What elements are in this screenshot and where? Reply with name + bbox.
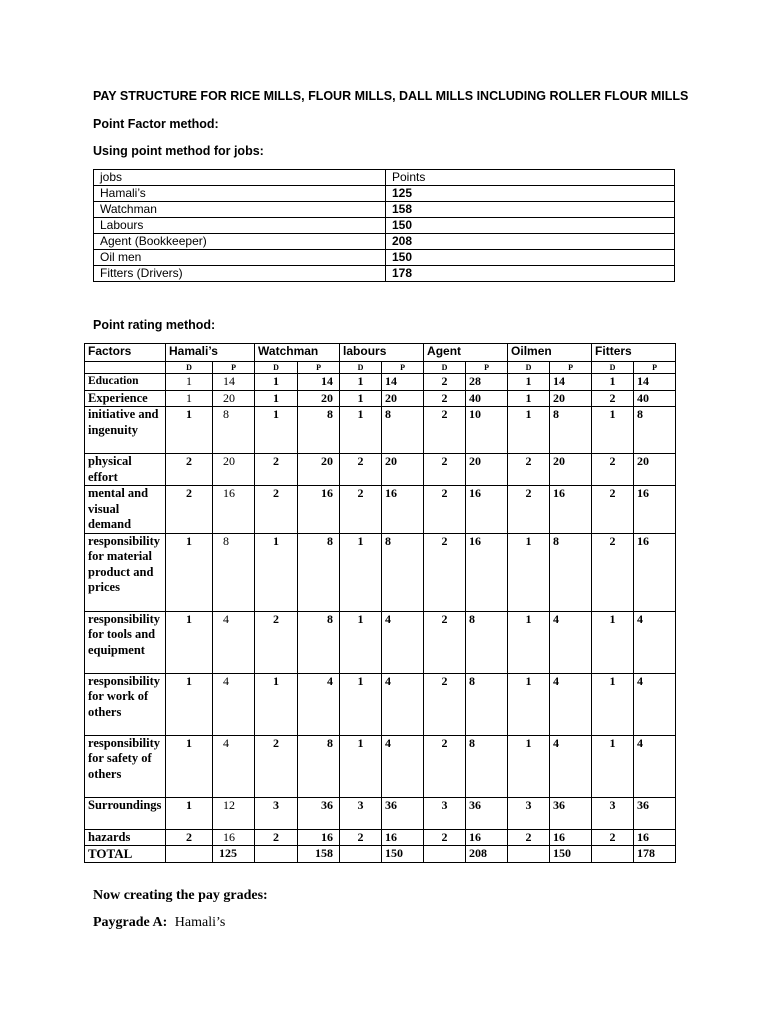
points-cell: 36 bbox=[634, 797, 676, 829]
table-row bbox=[94, 186, 675, 202]
degree-cell: 1 bbox=[255, 407, 298, 454]
dp-header: D bbox=[508, 362, 550, 374]
degree-cell: 1 bbox=[340, 374, 382, 391]
degree-cell: 1 bbox=[340, 407, 382, 454]
degree-cell: 2 bbox=[592, 533, 634, 611]
degree-cell: 1 bbox=[340, 735, 382, 797]
degree-cell: 1 bbox=[255, 390, 298, 407]
points-cell: 8 bbox=[550, 407, 592, 454]
degree-cell: 1 bbox=[508, 390, 550, 407]
factor-name: Education bbox=[85, 374, 166, 391]
table-total-row bbox=[85, 846, 676, 863]
degree-cell: 1 bbox=[340, 390, 382, 407]
job-header: Oilmen bbox=[508, 344, 592, 362]
method1-subtitle: Using point method for jobs: bbox=[93, 144, 264, 158]
degree-cell: 1 bbox=[340, 533, 382, 611]
points-cell: 8 bbox=[213, 533, 255, 611]
points-cell: 20 bbox=[634, 454, 676, 486]
table-row bbox=[85, 374, 676, 391]
degree-cell: 2 bbox=[424, 673, 466, 735]
job-points: 150 bbox=[386, 218, 675, 234]
dp-header: P bbox=[550, 362, 592, 374]
dp-header: D bbox=[592, 362, 634, 374]
degree-cell: 2 bbox=[255, 486, 298, 534]
pay-grades-title: Now creating the pay grades: bbox=[93, 888, 268, 903]
table-row bbox=[85, 533, 676, 611]
degree-cell: 1 bbox=[508, 407, 550, 454]
table-row bbox=[85, 797, 676, 829]
degree-cell: 1 bbox=[255, 533, 298, 611]
job-name: Agent (Bookkeeper) bbox=[94, 234, 386, 250]
job-header: labours bbox=[340, 344, 424, 362]
degree-cell: 1 bbox=[166, 374, 213, 391]
total-points: 178 bbox=[634, 846, 676, 863]
points-cell: 8 bbox=[634, 407, 676, 454]
dp-header: P bbox=[213, 362, 255, 374]
points-cell: 20 bbox=[213, 390, 255, 407]
points-cell: 8 bbox=[382, 407, 424, 454]
job-points: 150 bbox=[386, 250, 675, 266]
points-cell: 4 bbox=[634, 611, 676, 673]
factor-name: responsibility for work of others bbox=[85, 673, 166, 735]
degree-cell: 1 bbox=[508, 673, 550, 735]
degree-cell: 2 bbox=[340, 454, 382, 486]
points-cell: 36 bbox=[382, 797, 424, 829]
degree-cell: 2 bbox=[424, 533, 466, 611]
points-cell: 16 bbox=[550, 829, 592, 846]
table-row bbox=[94, 234, 675, 250]
factor-name: responsibility for safety of others bbox=[85, 735, 166, 797]
total-blank-cell bbox=[424, 846, 466, 863]
degree-cell: 1 bbox=[255, 374, 298, 391]
points-cell: 4 bbox=[382, 611, 424, 673]
degree-cell: 3 bbox=[424, 797, 466, 829]
total-blank-cell bbox=[255, 846, 298, 863]
point-rating-table bbox=[84, 343, 676, 863]
table-row bbox=[85, 673, 676, 735]
total-points: 150 bbox=[382, 846, 424, 863]
points-cell: 4 bbox=[298, 673, 340, 735]
degree-cell: 2 bbox=[166, 829, 213, 846]
points-cell: 16 bbox=[634, 486, 676, 534]
points-cell: 4 bbox=[634, 673, 676, 735]
method1-title: Point Factor method: bbox=[93, 117, 219, 131]
points-cell: 8 bbox=[298, 611, 340, 673]
degree-cell: 1 bbox=[592, 611, 634, 673]
degree-cell: 1 bbox=[508, 374, 550, 391]
factor-name: physical effort bbox=[85, 454, 166, 486]
total-points: 208 bbox=[466, 846, 508, 863]
dp-header: P bbox=[466, 362, 508, 374]
factor-name: responsibility for tools and equipment bbox=[85, 611, 166, 673]
points-cell: 36 bbox=[466, 797, 508, 829]
degree-cell: 1 bbox=[166, 797, 213, 829]
degree-cell: 1 bbox=[592, 735, 634, 797]
points-cell: 4 bbox=[213, 673, 255, 735]
degree-cell: 2 bbox=[340, 486, 382, 534]
points-cell: 16 bbox=[382, 486, 424, 534]
job-points: 125 bbox=[386, 186, 675, 202]
points-cell: 14 bbox=[382, 374, 424, 391]
dp-header: P bbox=[382, 362, 424, 374]
jobs-points-table bbox=[93, 169, 675, 282]
dp-header: D bbox=[340, 362, 382, 374]
degree-cell: 2 bbox=[592, 486, 634, 534]
job-header: Fitters bbox=[592, 344, 676, 362]
degree-cell: 1 bbox=[255, 673, 298, 735]
points-cell: 4 bbox=[550, 611, 592, 673]
job-name: Watchman bbox=[94, 202, 386, 218]
degree-cell: 2 bbox=[340, 829, 382, 846]
dp-header: D bbox=[255, 362, 298, 374]
points-cell: 16 bbox=[634, 533, 676, 611]
points-cell: 4 bbox=[634, 735, 676, 797]
job-name: Fitters (Drivers) bbox=[94, 266, 386, 282]
total-label: TOTAL bbox=[85, 846, 166, 863]
degree-cell: 2 bbox=[255, 611, 298, 673]
points-cell: 8 bbox=[466, 611, 508, 673]
points-cell: 16 bbox=[550, 486, 592, 534]
table-row bbox=[85, 390, 676, 407]
degree-cell: 2 bbox=[424, 390, 466, 407]
degree-cell: 2 bbox=[255, 735, 298, 797]
points-cell: 20 bbox=[382, 390, 424, 407]
method2-title: Point rating method: bbox=[93, 318, 216, 332]
factor-blank-cell bbox=[85, 362, 166, 374]
degree-cell: 2 bbox=[255, 454, 298, 486]
table-row bbox=[94, 202, 675, 218]
factors-header: Factors bbox=[85, 344, 166, 362]
dp-header: P bbox=[298, 362, 340, 374]
degree-cell: 1 bbox=[166, 407, 213, 454]
total-points: 125 bbox=[213, 846, 255, 863]
degree-cell: 1 bbox=[508, 735, 550, 797]
degree-cell: 2 bbox=[166, 486, 213, 534]
degree-cell: 1 bbox=[592, 407, 634, 454]
paygrade-a bbox=[93, 915, 225, 931]
table-row bbox=[94, 266, 675, 282]
factor-name: Experience bbox=[85, 390, 166, 407]
points-cell: 16 bbox=[213, 486, 255, 534]
degree-cell: 2 bbox=[508, 486, 550, 534]
degree-cell: 1 bbox=[508, 533, 550, 611]
points-cell: 28 bbox=[466, 374, 508, 391]
points-cell: 8 bbox=[550, 533, 592, 611]
degree-cell: 3 bbox=[255, 797, 298, 829]
points-header: Points bbox=[386, 170, 675, 186]
points-cell: 8 bbox=[466, 735, 508, 797]
points-cell: 20 bbox=[382, 454, 424, 486]
degree-cell: 1 bbox=[166, 673, 213, 735]
degree-cell: 1 bbox=[508, 611, 550, 673]
degree-cell: 2 bbox=[166, 454, 213, 486]
factor-name: hazards bbox=[85, 829, 166, 846]
points-cell: 16 bbox=[298, 829, 340, 846]
points-cell: 16 bbox=[213, 829, 255, 846]
total-blank-cell bbox=[592, 846, 634, 863]
points-cell: 14 bbox=[634, 374, 676, 391]
table-row bbox=[85, 611, 676, 673]
degree-cell: 1 bbox=[166, 735, 213, 797]
points-cell: 10 bbox=[466, 407, 508, 454]
paygrade-a-label: Paygrade A: bbox=[93, 915, 168, 930]
points-cell: 4 bbox=[550, 673, 592, 735]
points-cell: 16 bbox=[382, 829, 424, 846]
job-points: 208 bbox=[386, 234, 675, 250]
points-cell: 20 bbox=[550, 390, 592, 407]
table-row bbox=[94, 218, 675, 234]
points-cell: 4 bbox=[213, 735, 255, 797]
points-cell: 4 bbox=[382, 673, 424, 735]
degree-cell: 3 bbox=[340, 797, 382, 829]
total-points: 158 bbox=[298, 846, 340, 863]
points-cell: 8 bbox=[466, 673, 508, 735]
factor-name: responsibility for material product and prices bbox=[85, 533, 166, 611]
job-name: Oil men bbox=[94, 250, 386, 266]
points-cell: 16 bbox=[466, 829, 508, 846]
points-cell: 40 bbox=[634, 390, 676, 407]
degree-cell: 1 bbox=[340, 673, 382, 735]
points-cell: 20 bbox=[298, 454, 340, 486]
points-cell: 20 bbox=[466, 454, 508, 486]
table-subheader-row bbox=[85, 362, 676, 374]
points-cell: 36 bbox=[298, 797, 340, 829]
table-row bbox=[85, 735, 676, 797]
degree-cell: 2 bbox=[592, 454, 634, 486]
points-cell: 16 bbox=[466, 486, 508, 534]
degree-cell: 1 bbox=[340, 611, 382, 673]
points-cell: 8 bbox=[382, 533, 424, 611]
degree-cell: 2 bbox=[508, 454, 550, 486]
job-name: Labours bbox=[94, 218, 386, 234]
degree-cell: 1 bbox=[166, 533, 213, 611]
job-header: Hamali’s bbox=[166, 344, 255, 362]
points-cell: 20 bbox=[298, 390, 340, 407]
dp-header: P bbox=[634, 362, 676, 374]
degree-cell: 2 bbox=[508, 829, 550, 846]
points-cell: 16 bbox=[634, 829, 676, 846]
points-cell: 20 bbox=[550, 454, 592, 486]
degree-cell: 3 bbox=[592, 797, 634, 829]
degree-cell: 2 bbox=[424, 407, 466, 454]
table-row bbox=[94, 250, 675, 266]
jobs-header: jobs bbox=[94, 170, 386, 186]
points-cell: 16 bbox=[466, 533, 508, 611]
job-header: Agent bbox=[424, 344, 508, 362]
points-cell: 8 bbox=[213, 407, 255, 454]
factor-name: Surroundings bbox=[85, 797, 166, 829]
points-cell: 14 bbox=[550, 374, 592, 391]
job-header: Watchman bbox=[255, 344, 340, 362]
degree-cell: 1 bbox=[592, 673, 634, 735]
total-blank-cell bbox=[508, 846, 550, 863]
degree-cell: 2 bbox=[424, 829, 466, 846]
factor-name: initiative and ingenuity bbox=[85, 407, 166, 454]
points-cell: 36 bbox=[550, 797, 592, 829]
points-cell: 8 bbox=[298, 735, 340, 797]
total-blank-cell bbox=[166, 846, 213, 863]
degree-cell: 2 bbox=[424, 611, 466, 673]
document-heading: PAY STRUCTURE FOR RICE MILLS, FLOUR MILLS, DALL MILLS INCLUDING ROLLER FLOUR MILLS bbox=[93, 89, 689, 103]
table-row bbox=[85, 486, 676, 534]
total-blank-cell bbox=[340, 846, 382, 863]
factor-name: mental and visual demand bbox=[85, 486, 166, 534]
table-header-row bbox=[85, 344, 676, 362]
points-cell: 14 bbox=[298, 374, 340, 391]
table-row bbox=[85, 829, 676, 846]
points-cell: 20 bbox=[213, 454, 255, 486]
points-cell: 8 bbox=[298, 533, 340, 611]
points-cell: 12 bbox=[213, 797, 255, 829]
points-cell: 8 bbox=[298, 407, 340, 454]
degree-cell: 3 bbox=[508, 797, 550, 829]
points-cell: 4 bbox=[550, 735, 592, 797]
paygrade-a-value: Hamali’s bbox=[174, 915, 226, 930]
degree-cell: 2 bbox=[592, 829, 634, 846]
points-cell: 16 bbox=[298, 486, 340, 534]
points-cell: 14 bbox=[213, 374, 255, 391]
degree-cell: 2 bbox=[424, 735, 466, 797]
dp-header: D bbox=[424, 362, 466, 374]
job-points: 178 bbox=[386, 266, 675, 282]
job-points: 158 bbox=[386, 202, 675, 218]
points-cell: 40 bbox=[466, 390, 508, 407]
degree-cell: 2 bbox=[424, 454, 466, 486]
degree-cell: 2 bbox=[255, 829, 298, 846]
total-points: 150 bbox=[550, 846, 592, 863]
degree-cell: 2 bbox=[424, 486, 466, 534]
degree-cell: 1 bbox=[166, 390, 213, 407]
degree-cell: 1 bbox=[166, 611, 213, 673]
points-cell: 4 bbox=[213, 611, 255, 673]
degree-cell: 1 bbox=[592, 374, 634, 391]
dp-header: D bbox=[166, 362, 213, 374]
job-name: Hamali’s bbox=[94, 186, 386, 202]
table-row bbox=[85, 407, 676, 454]
table-row bbox=[85, 454, 676, 486]
table-header-row bbox=[94, 170, 675, 186]
degree-cell: 2 bbox=[592, 390, 634, 407]
degree-cell: 2 bbox=[424, 374, 466, 391]
points-cell: 4 bbox=[382, 735, 424, 797]
